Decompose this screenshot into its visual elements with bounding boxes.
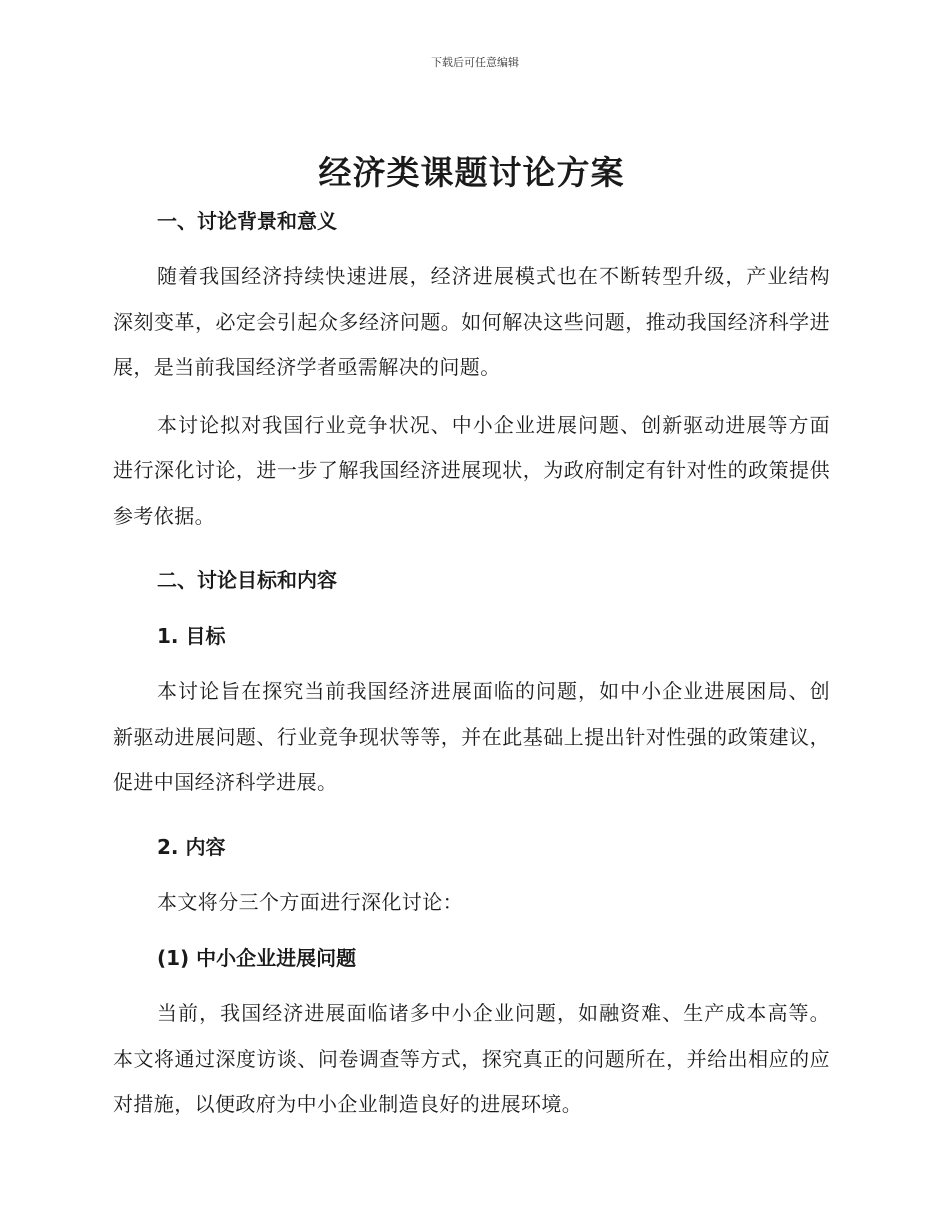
section1-paragraph-2: 本讨论拟对我国行业竞争状况、中小企业进展问题、创新驱动进展等方面进行深化讨论，进一步了解我国经济进展现状，为政府制定有针对性的政策提供参考依据。 [113,412,830,528]
content-heading: 2. 内容 [157,834,226,859]
section2-heading: 二、讨论目标和内容 [157,568,337,592]
document-body [113,150,830,1128]
goal-paragraph: 本讨论旨在探究当前我国经济进展面临的问题，如中小企业进展困局、创新驱动进展问题、行业竞争现状等等，并在此基础上提出针对性强的政策建议，促进中国经济科学进展。 [113,679,830,794]
item1-paragraph: 当前，我国经济进展面临诸多中小企业问题，如融资难、生产成本高等。本文将通过深度访谈、问卷调查等方式，探究真正的问题所在，并给出相应的应对措施，以便政府为中小企业制造良好的进展环境。 [113,1001,830,1116]
section1-heading: 一、讨论背景和意义 [157,209,337,233]
item1-heading: (1) 中小企业进展问题 [157,946,357,970]
goal-heading: 1. 目标 [157,624,226,648]
header-note: 下载后可任意编辑 [431,56,519,69]
content-intro: 本文将分三个方面进行深化讨论： [157,889,463,914]
section1-paragraph-1: 随着我国经济持续快速进展，经济进展模式也在不断转型升级，产业结构深刻变革，必定会引起众多经济问题。如何解决这些问题，推动我国经济科学进展，是当前我国经济学者亟需解决的问题。 [113,264,830,379]
document-title: 经济类课题讨论方案 [318,153,625,192]
